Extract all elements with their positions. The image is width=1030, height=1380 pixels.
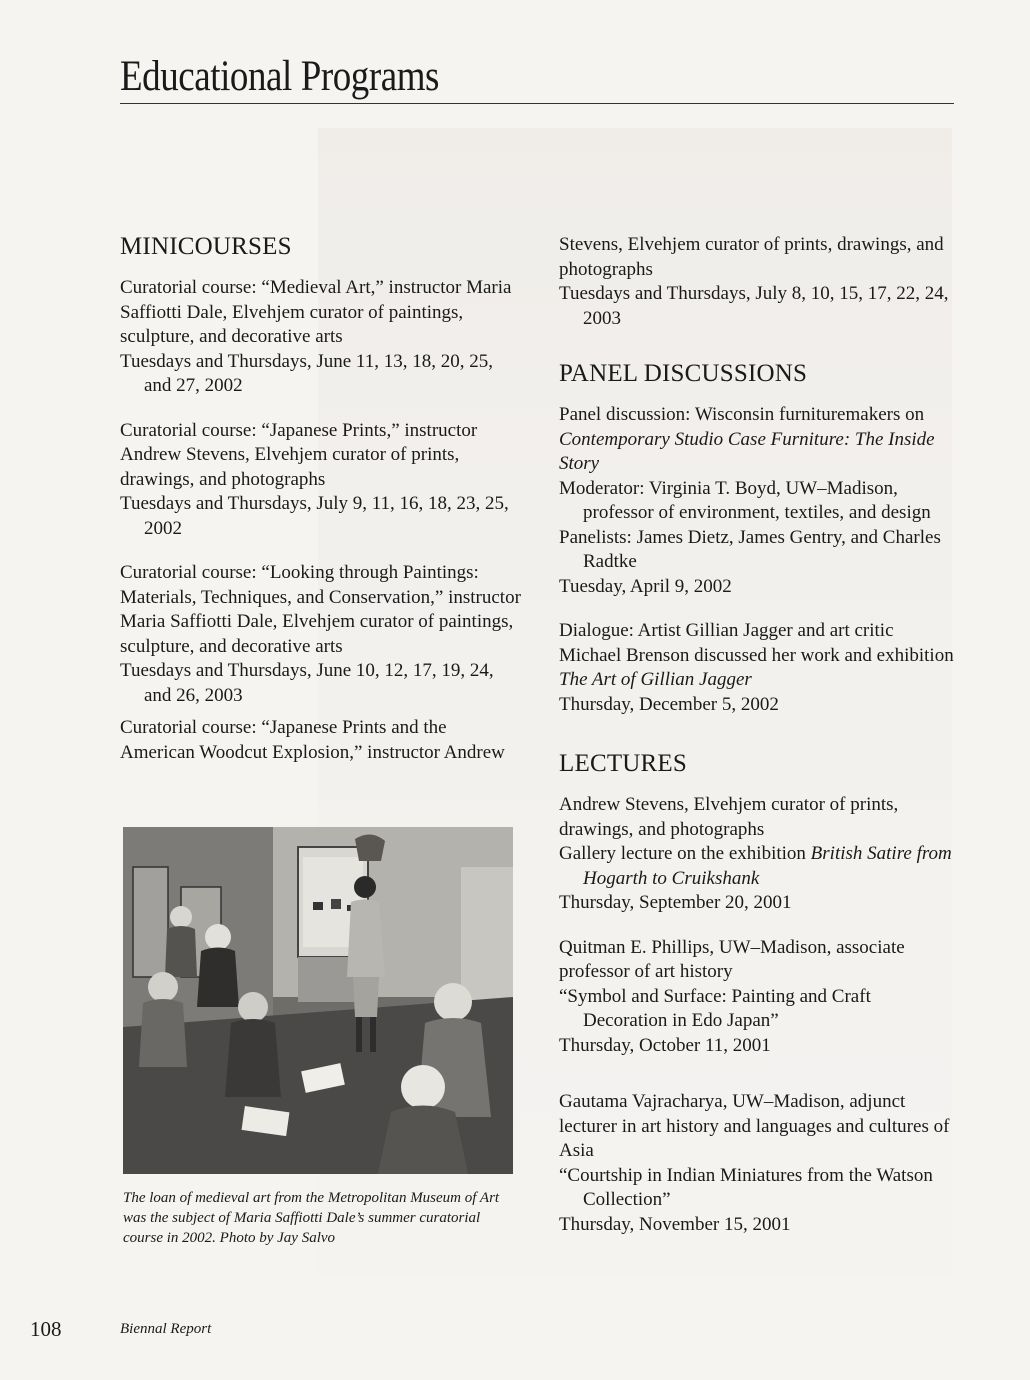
left-column [120,232,522,785]
dialogue-prefix: Dialogue: Artist Gillian Jagger and art critic Michael Brenson discussed her work and exhibition [559,620,954,666]
dialogue-title: The Art of Gillian Jagger [559,669,752,690]
header-rule [120,103,954,104]
course-description: Curatorial course: “Medieval Art,” instructor Maria Saffiotti Dale, Elvehjem curator of paintings, sculpture, and decorative arts [120,277,512,347]
minicourse-entry [120,276,522,399]
minicourse-entry [120,716,522,765]
panel-topic-title: Contemporary Studio Case Furniture: The Inside Story [559,428,935,474]
minicourses-heading: MINICOURSES [120,233,292,260]
page-number: 108 [30,1317,62,1341]
lecture-entry [559,1090,957,1237]
minicourse-entry [120,419,522,542]
dialogue-date: Thursday, December 5, 2002 [559,693,779,715]
minicourse-continued [559,233,957,331]
lecture-date: Thursday, October 11, 2001 [559,1034,771,1056]
lecture-speaker: Quitman E. Phillips, UW–Madison, associate professor of art history [559,936,905,982]
panel-entry [559,403,957,599]
lecture-date: Thursday, November 15, 2001 [559,1213,791,1235]
lecture-title-prefix: Gallery lecture on the exhibition [559,843,811,864]
lecture-entry [559,936,957,1059]
course-description: Curatorial course: “Japanese Prints and the American Woodcut Explosion,” instructor Andrew [120,717,505,763]
course-schedule: Tuesdays and Thursdays, July 9, 11, 16, 18, 23, 25, 2002 [120,493,509,539]
page-title: Educational Programs [120,53,440,100]
gallery-photo [123,827,513,1174]
course-schedule: Tuesdays and Thursdays, June 11, 13, 18, 20, 25, and 27, 2002 [120,350,493,396]
panel-discussions-heading: PANEL DISCUSSIONS [559,360,808,387]
dialogue-text [559,619,957,693]
photo-caption: The loan of medieval art from the Metropolitan Museum of Art was the subject of Maria Saffiotti Dale’s summer curatorial course in 2002. Photo by Jay Salvo [123,1190,500,1246]
footer-label: Biennal Report [120,1321,212,1337]
lecture-title [559,842,957,891]
course-description: Curatorial course: “Looking through Paintings: Materials, Techniques, and Conservation,” instructor Maria Saffiotti Dale, Elvehjem curator of paintings, sculpture, and decorative arts [120,562,521,657]
lectures-heading: LECTURES [559,750,687,777]
course-schedule: Tuesdays and Thursdays, July 8, 10, 15, 17, 22, 24, 2003 [559,283,949,329]
lecture-speaker: Andrew Stevens, Elvehjem curator of prints, drawings, and photographs [559,794,899,840]
photo-illustration [123,827,513,1174]
lecture-date: Thursday, September 20, 2001 [559,892,792,913]
course-description: Curatorial course: “Japanese Prints,” instructor Andrew Stevens, Elvehjem curator of prints, drawings, and photographs [120,419,478,490]
course-description-continued: Stevens, Elvehjem curator of prints, drawings, and photographs [559,234,944,280]
panel-panelists: Panelists: James Dietz, James Gentry, and Charles Radtke [559,526,941,572]
lecture-entry [559,793,957,916]
right-column [559,233,957,1257]
course-schedule: Tuesdays and Thursdays, June 10, 12, 17, 19, 24, and 26, 2003 [120,660,494,706]
lecture-speaker: Gautama Vajracharya, UW–Madison, adjunct lecturer in art history and languages and cultures of Asia [559,1091,950,1161]
lecture-title: “Symbol and Surface: Painting and Craft Decoration in Edo Japan” [559,985,871,1031]
panel-topic-prefix: Panel discussion: Wisconsin furnituremakers on [559,404,925,425]
panel-topic [559,403,957,477]
minicourse-entry [120,561,522,708]
lecture-title: “Courtship in Indian Miniatures from the Watson Collection” [559,1164,933,1210]
lecture-exhibition-title: British Satire from Hogarth to Cruikshank [583,843,952,889]
panel-moderator: Moderator: Virginia T. Boyd, UW–Madison, professor of environment, textiles, and design [559,477,931,523]
panel-date: Tuesday, April 9, 2002 [559,575,732,597]
dialogue-entry [559,619,957,717]
